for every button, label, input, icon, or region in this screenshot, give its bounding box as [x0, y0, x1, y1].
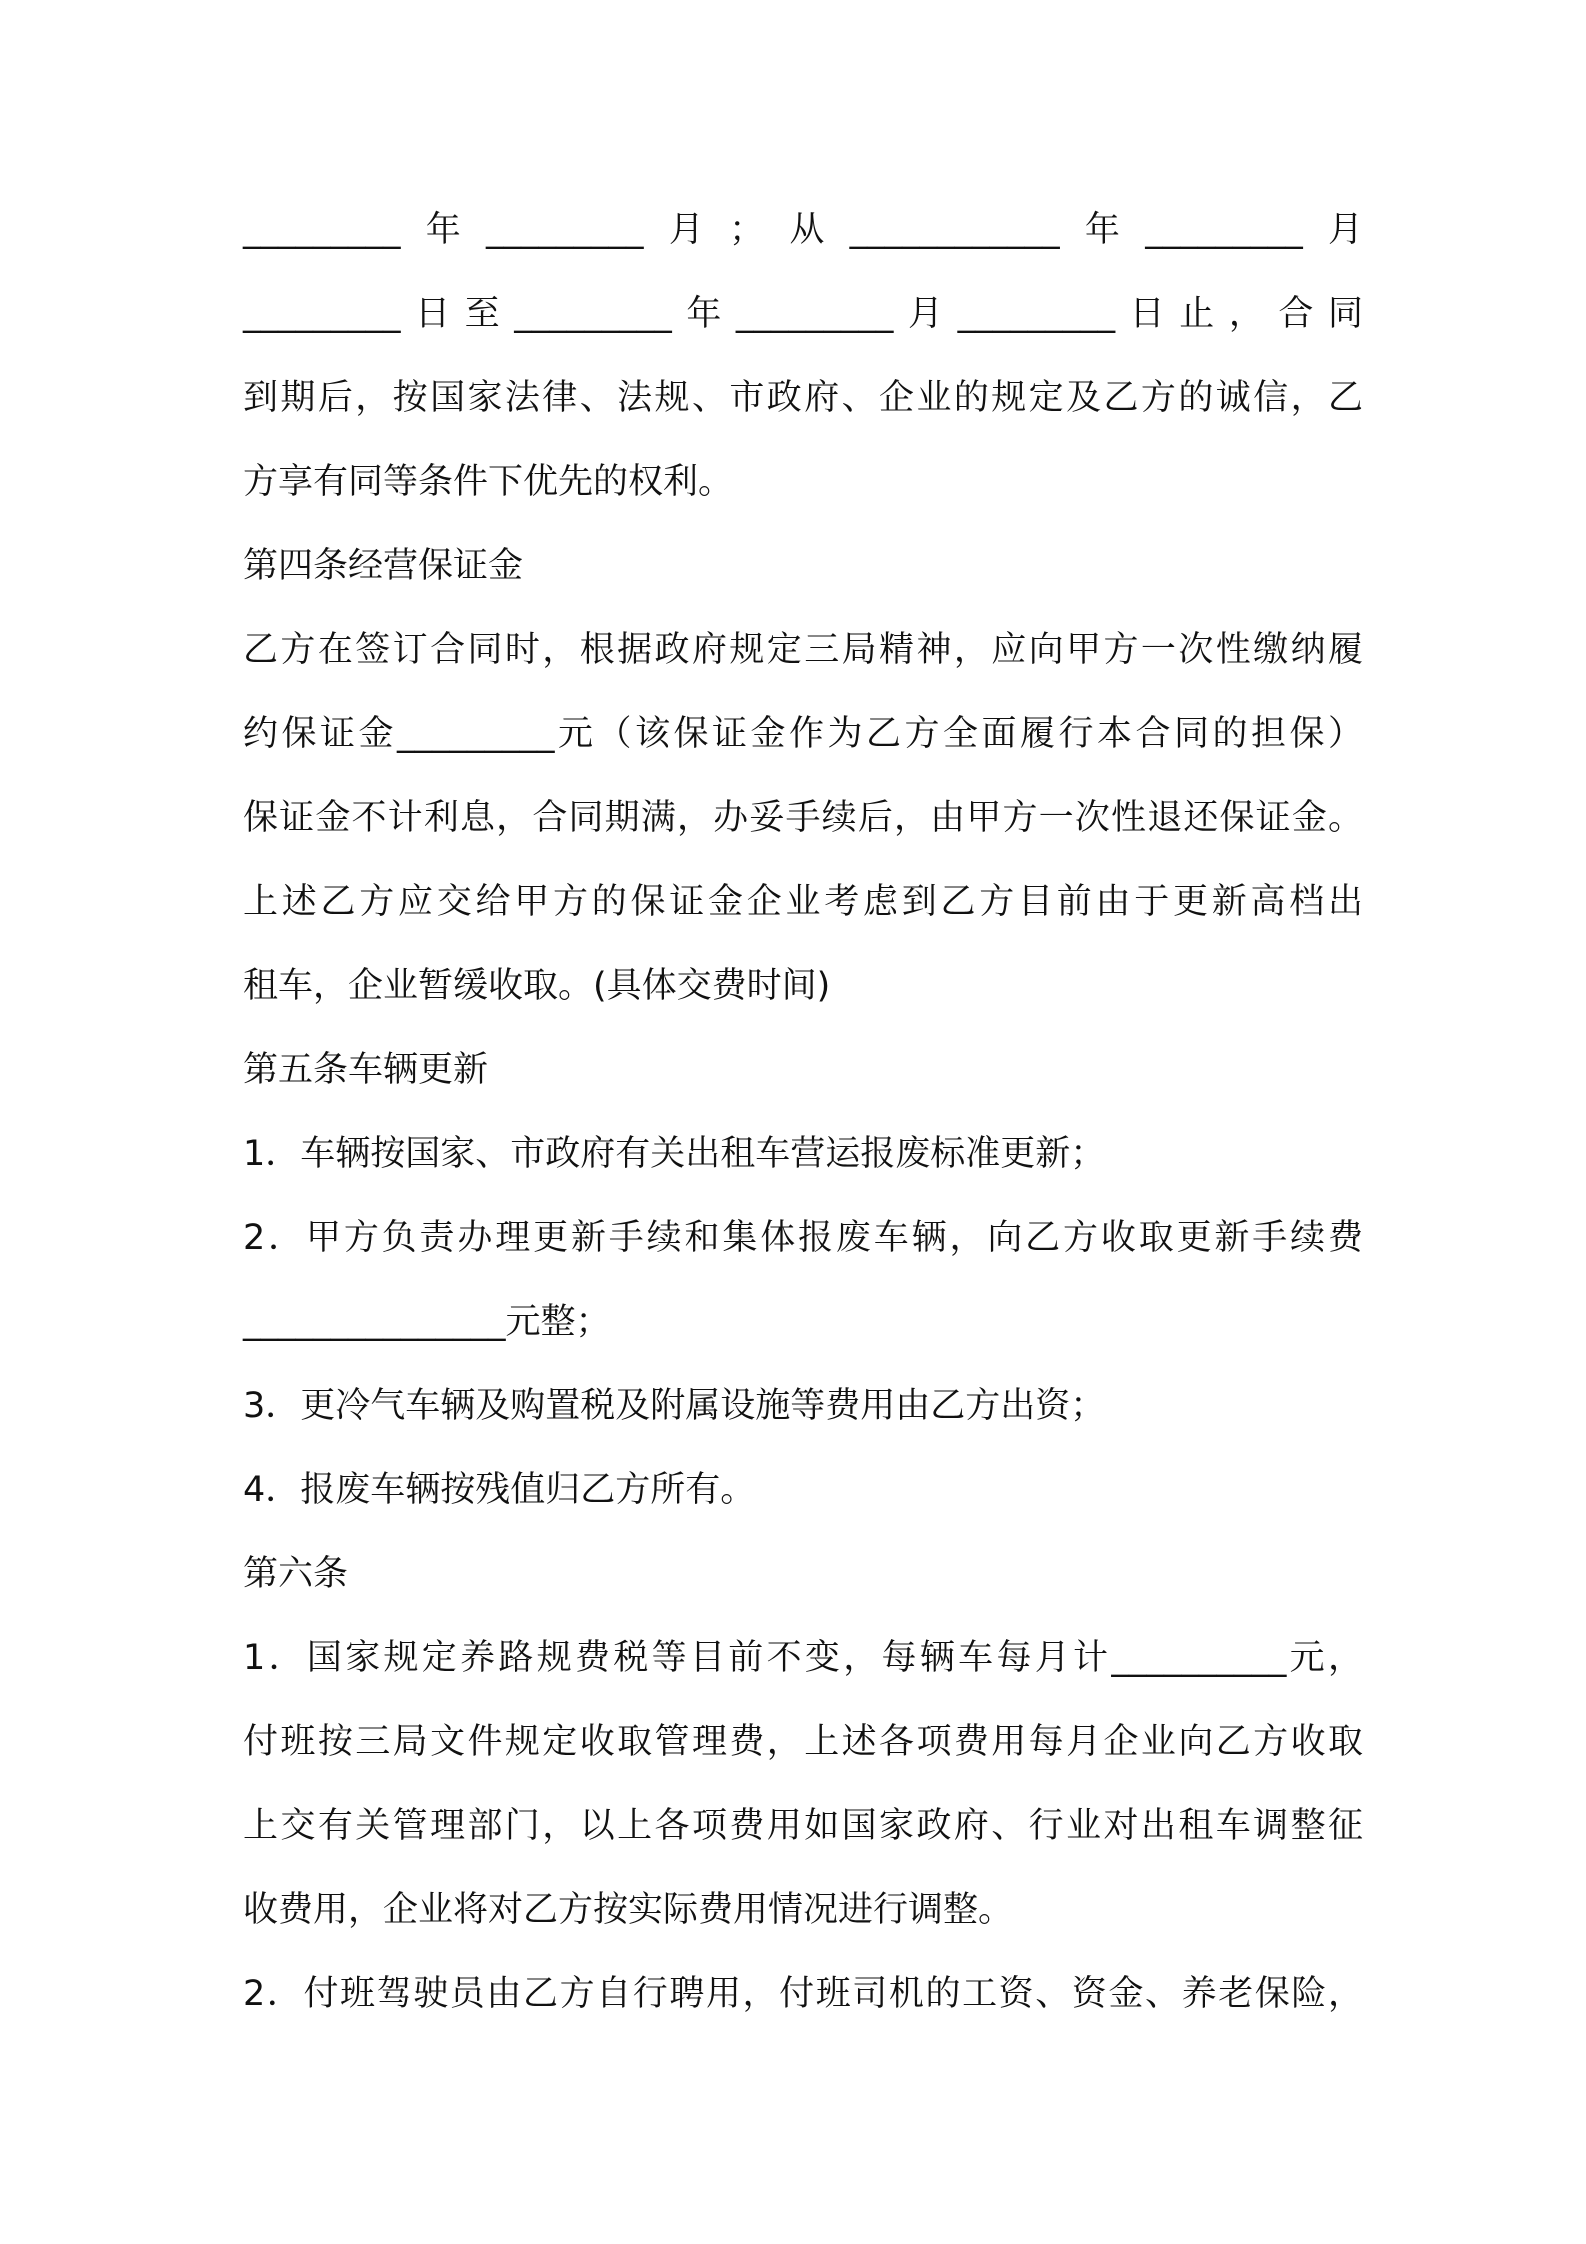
text-line: 保证金不计利息，合同期满，办妥手续后，由甲方一次性退还保证金。 — [243, 798, 1363, 838]
text-line: 付班按三局文件规定收取管理费，上述各项费用每月企业向乙方收取 — [243, 1722, 1363, 1762]
text-line: 到期后，按国家法律、法规、市政府、企业的规定及乙方的诚信，乙 — [243, 378, 1363, 418]
text-line: 租车，企业暂缓收取。(具体交费时间) — [243, 966, 831, 1006]
list-item: 3．更冷气车辆及购置税及附属设施等费用由乙方出资； — [243, 1386, 1106, 1426]
text-line: 上述乙方应交给甲方的保证金企业考虑到乙方目前由于更新高档出 — [243, 882, 1363, 922]
section-heading: 第五条车辆更新 — [243, 1050, 489, 1090]
list-item: 2．付班驾驶员由乙方自行聘用，付班司机的工资、资金、养老保险， — [243, 1974, 1363, 2014]
contract-text-body — [243, 200, 1363, 2048]
text-line: 上交有关管理部门，以上各项费用如国家政府、行业对出租车调整征 — [243, 1806, 1363, 1846]
section-heading: 第四条经营保证金 — [243, 546, 524, 586]
text-line: _________日至_________年_________月_________日止，合同 — [243, 294, 1363, 334]
list-item: 2．甲方负责办理更新手续和集体报废车辆，向乙方收取更新手续费 — [243, 1218, 1363, 1258]
list-item: 1．车辆按国家、市政府有关出租车营运报废标准更新； — [243, 1134, 1106, 1174]
text-line: 收费用，企业将对乙方按实际费用情况进行调整。 — [243, 1890, 1014, 1930]
list-item: 4．报废车辆按残值归乙方所有。 — [243, 1470, 756, 1510]
text-line: 方享有同等条件下优先的权利。 — [243, 462, 734, 502]
text-line: _________年_________月；从____________年_________月 — [243, 210, 1363, 250]
list-item: 1．国家规定养路规费税等目前不变，每辆车每月计__________元， — [243, 1638, 1363, 1678]
text-line: _______________元整； — [243, 1302, 611, 1342]
text-line: 约保证金_________元（该保证金作为乙方全面履行本合同的担保） — [243, 714, 1363, 754]
section-heading: 第六条 — [243, 1554, 349, 1594]
text-line: 乙方在签订合同时，根据政府规定三局精神，应向甲方一次性缴纳履 — [243, 630, 1363, 670]
